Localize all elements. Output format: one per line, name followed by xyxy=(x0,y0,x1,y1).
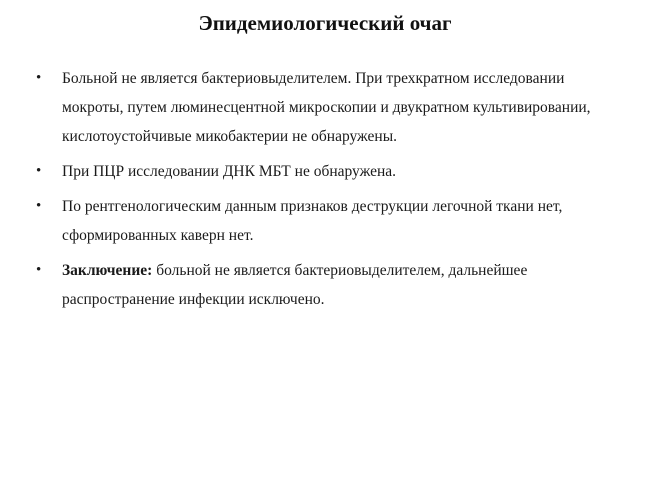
slide-title: Эпидемиологический очаг xyxy=(198,11,452,35)
bullet-item xyxy=(36,157,616,186)
bullet-dot-icon: • xyxy=(36,262,42,278)
bullet-item xyxy=(36,192,616,250)
bullet-text: больной не является бактериовыделителем, дальнейшее распространение инфекции исключено. xyxy=(62,262,528,308)
bullet-text: Больной не является бактериовыделителем. При трехкратном исследовании мокроты, путем люминесцентной микроскопии и двукратном культивировании, кислотоустойчивые микобактерии не обнаружены. xyxy=(62,70,591,145)
bullet-dot-icon: • xyxy=(36,198,42,214)
bullet-item xyxy=(36,64,616,151)
bullet-list xyxy=(36,64,616,320)
bullet-dot-icon: • xyxy=(36,70,42,86)
bullet-text: По рентгенологическим данным признаков деструкции легочной ткани нет, сформированных каверн нет. xyxy=(62,198,563,244)
bullet-text: При ПЦР исследовании ДНК МБТ не обнаружена. xyxy=(62,163,397,180)
bullet-dot-icon: • xyxy=(36,163,42,179)
bullet-item xyxy=(36,256,616,314)
conclusion-label: Заключение: xyxy=(62,262,153,279)
